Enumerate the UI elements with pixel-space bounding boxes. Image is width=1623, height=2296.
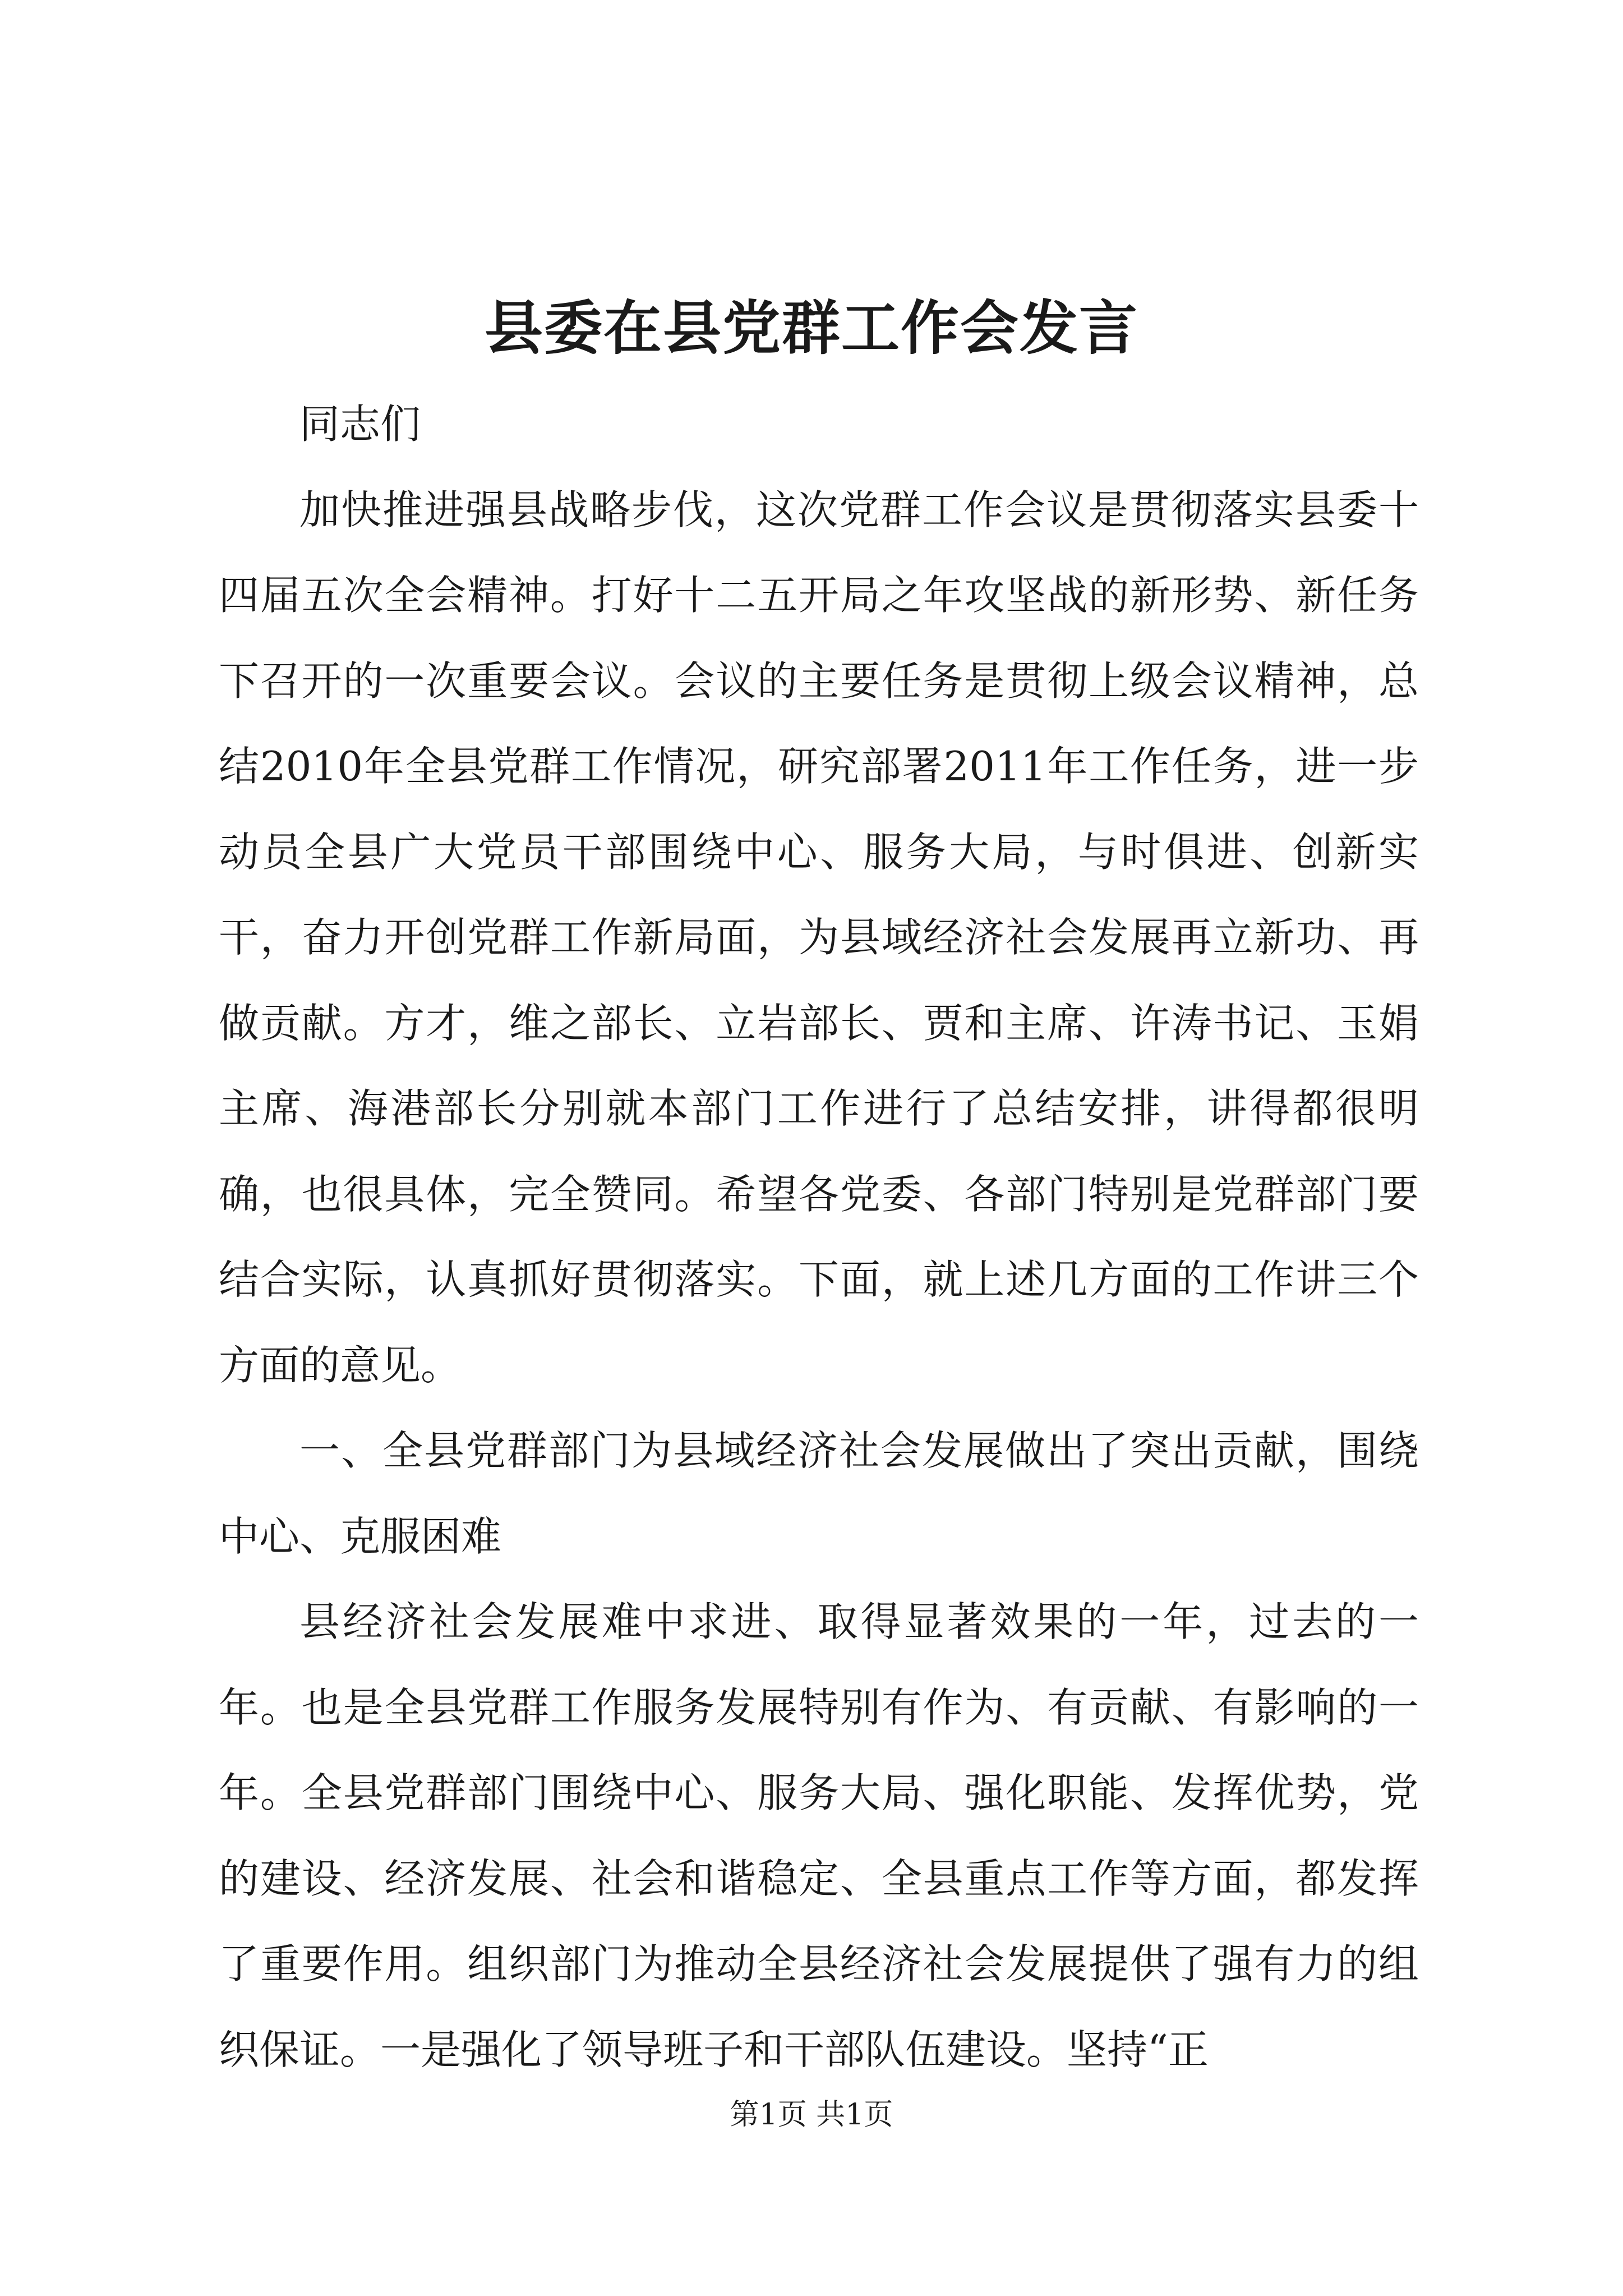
body-paragraph: 加快推进强县战略步伐，这次党群工作会议是贯彻落实县委十四届五次全会精神。打好十二五开局之年攻坚战的新形势、新任务下召开的一次重要会议。会议的主要任务是贯彻上级会议精神，总结2010年全县党群工作情况，研究部署2011年工作任务，进一步动员全县广大党员干部围绕中心、服务大局，与时俱进、创新实干，奋力开创党群工作新局面，为县域经济社会发展再立新功、再做贡献。方才，维之部长、立岩部长、贾和主席、许涛书记、玉娟主席、海港部长分别就本部门工作进行了总结安排，讲得都很明确，也很具体，完全赞同。希望各党委、各部门特别是党群部门要结合实际，认真抓好贯彻落实。下面，就上述几方面的工作讲三个方面的意见。 (219, 486, 1419, 1389)
page-footer: 第1页 共1页 (730, 2098, 893, 2132)
section-heading: 一、全县党群部门为县域经济社会发展做出了突出贡献，围绕中心、克服困难 (219, 1427, 1419, 1560)
body-paragraph: 县经济社会发展难中求进、取得显著效果的一年，过去的一年。也是全县党群工作服务发展特别有作为、有贡献、有影响的一年。全县党群部门围绕中心、服务大局、强化职能、发挥优势，党的建设、经济发展、社会和谐稳定、全县重点工作等方面，都发挥了重要作用。组织部门为推动全县经济社会发展提供了强有力的组织保证。一是强化了领导班子和干部队伍建设。坚持“正 (219, 1598, 1419, 2073)
document-body (219, 381, 1419, 2092)
document-title: 县委在县党群工作会发言 (484, 293, 1138, 362)
salutation: 同志们 (299, 401, 421, 448)
